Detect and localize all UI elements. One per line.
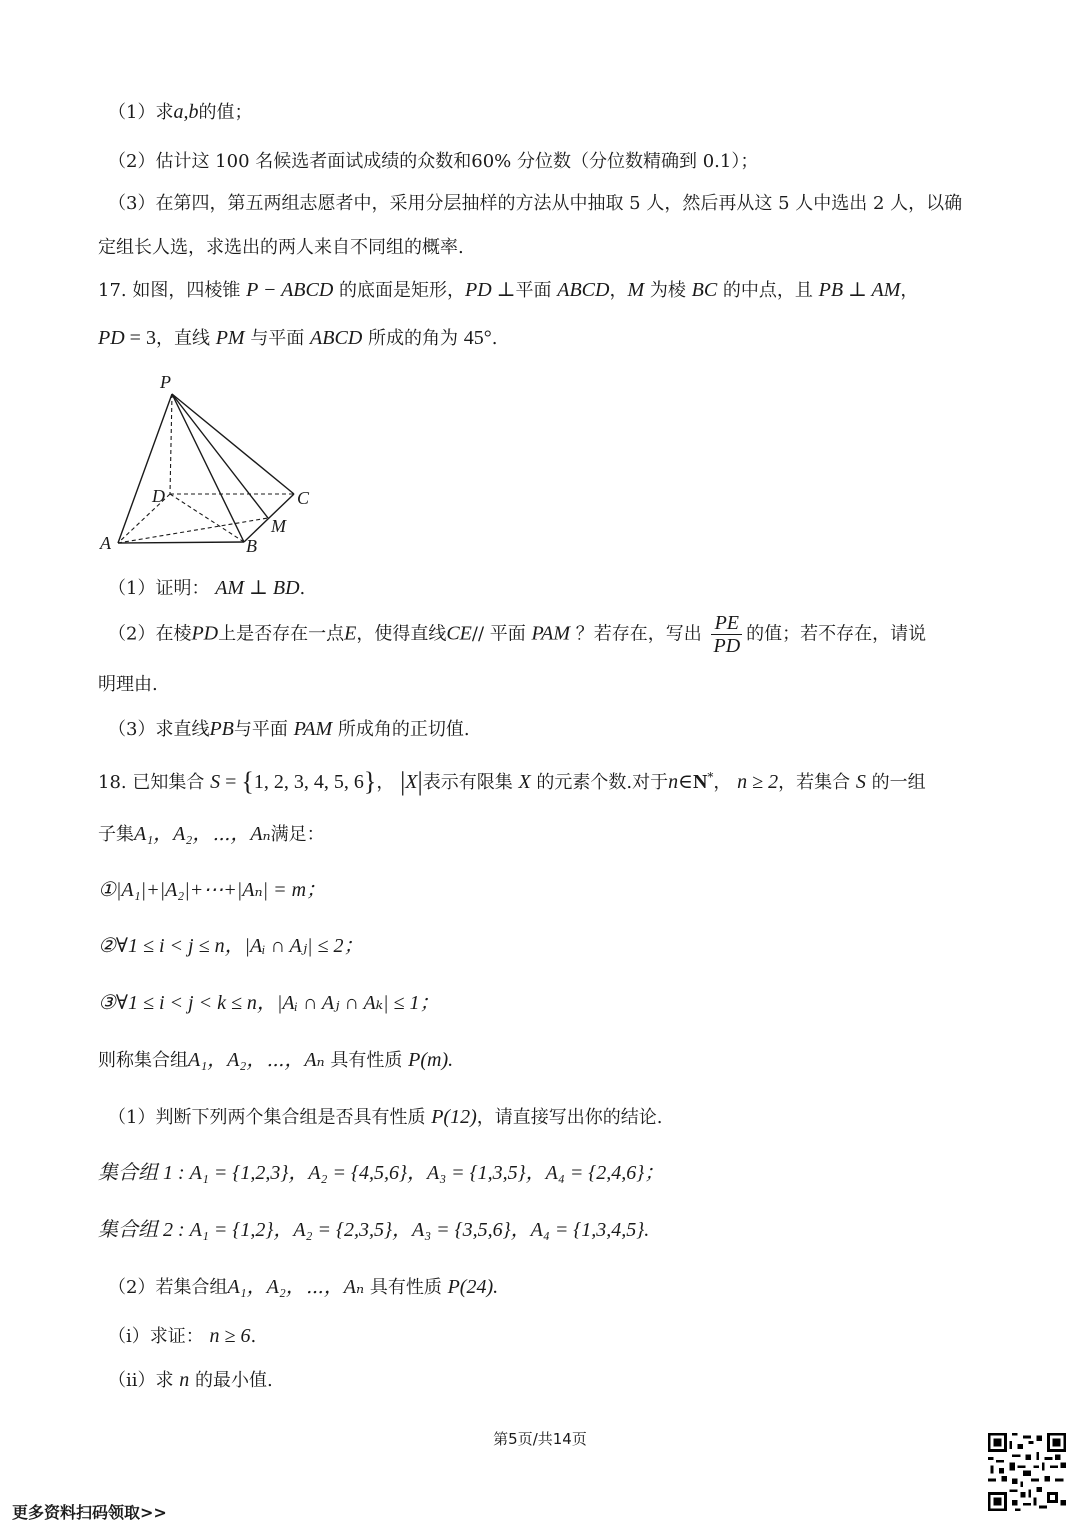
q18-text: ，: [713, 772, 732, 793]
q17-text: .: [299, 578, 306, 599]
q17-math: BC: [691, 279, 718, 301]
q17-angle: 45°: [463, 327, 492, 349]
edge-pb: [172, 394, 244, 542]
q17-text: 为棱: [649, 280, 686, 301]
fraction-denominator: PD: [713, 635, 741, 657]
q18-math: ②∀1 ≤ i < j ≤ n，|Aᵢ ∩ Aⱼ| ≤ 2；: [98, 935, 364, 957]
q18-math: X: [405, 771, 418, 793]
q17-text: （3）求直线: [108, 719, 210, 740]
q17-math: PD ⊥: [465, 279, 516, 301]
q17-math: E: [344, 622, 357, 645]
q17-text: （1）证明：: [108, 578, 210, 599]
q18-text: 具有性质: [330, 1050, 403, 1071]
label-c: C: [297, 488, 310, 508]
q18-condition-2: [98, 934, 364, 959]
q17-text: .: [491, 328, 498, 349]
q18-definition: [98, 1048, 453, 1073]
label-b: B: [246, 536, 257, 556]
q18-part2-i: [108, 1324, 256, 1349]
q18-math: A₁，A₂，⋯，Aₙ: [134, 823, 271, 845]
q17-math: M: [627, 279, 645, 301]
q17-text: // 平面: [471, 623, 526, 645]
q18-math: 集合组 2 : A₁ = {1,2}，A₂ = {2,3,5}，A₃ = {3,5,6}，A₄ = {1,3,4,5}.: [98, 1219, 650, 1241]
q17-math: = 3: [124, 327, 156, 349]
q17-math: PB: [209, 718, 234, 740]
edge-pa: [118, 394, 172, 543]
abs-bar: |: [400, 767, 406, 796]
q17-text: 的中点，且: [722, 280, 813, 301]
q18-math: P(12): [431, 1106, 477, 1128]
q17-part2-line2: 明理由.: [98, 674, 158, 695]
q17-text: 与平面: [250, 328, 305, 349]
brace-right: }: [363, 767, 377, 796]
q18-math: ①|A₁|+|A₂|+⋯+|Aₙ| = m；: [98, 879, 327, 901]
q17-text: ？若存在，写出: [575, 623, 702, 645]
q18-text: 则称集合组: [98, 1050, 188, 1071]
q18-text: 的一组: [871, 772, 926, 793]
q17-math: PAM: [531, 622, 571, 645]
q17-math: PD: [98, 327, 125, 349]
q16-part1: [108, 100, 252, 125]
q18-condition-3: [98, 991, 439, 1016]
page-number: 第5页/共14页: [493, 1430, 587, 1448]
abs-bar: |: [417, 767, 423, 796]
q17-math: PAM: [293, 718, 333, 740]
q18-text: （i）求证：: [108, 1326, 204, 1347]
q17-part3: [108, 717, 470, 742]
more-resources-link[interactable]: 更多资料扫码领取>>: [12, 1503, 167, 1522]
q17-part2: [108, 612, 926, 657]
q17-text: 平面: [515, 280, 552, 301]
q18-math: *: [707, 770, 714, 784]
q18-text: （ii）求: [108, 1370, 174, 1391]
q17-math: ABCD: [310, 327, 363, 349]
q18-text: 具有性质: [369, 1277, 442, 1298]
pyramid-figure: [96, 372, 326, 557]
q18-math: N: [692, 771, 708, 793]
q18-math: X: [518, 771, 531, 793]
q18-text: ，请直接写出你的结论.: [476, 1107, 663, 1128]
fraction-pe-pd: [711, 612, 742, 657]
q18-text: ，: [376, 772, 395, 793]
q17-math: CE: [446, 622, 472, 645]
q18-math: ③∀1 ≤ i < j < k ≤ n，|Aᵢ ∩ Aⱼ ∩ Aₖ| ≤ 1；: [98, 992, 440, 1014]
q17-text: 所成角的正切值.: [337, 719, 470, 740]
q18-math: S: [855, 771, 866, 793]
label-p: P: [160, 372, 171, 392]
q18-math: 集合组 1 : A₁ = {1,2,3}，A₂ = {4,5,6}，A₃ = {1,3,5}，A₄ = {2,4,6}；: [98, 1162, 665, 1184]
q17-math: PM: [215, 327, 245, 349]
q18-text: 18. 已知集合: [98, 772, 205, 793]
q18-text: 表示有限集: [422, 772, 513, 793]
q18-set: 1, 2, 3, 4, 5, 6: [253, 771, 364, 793]
edge-pd-hidden: [170, 394, 172, 494]
q17-text: 的值；若不存在，请说: [746, 623, 927, 645]
q17-text: 的底面是矩形，: [339, 280, 466, 301]
q18-math: n∈: [668, 771, 693, 793]
q18-group-2: [98, 1218, 649, 1243]
fraction-numerator: PE: [711, 612, 742, 635]
edge-bc: [244, 494, 294, 542]
q18-math: P(m).: [408, 1049, 454, 1071]
edge-pc: [172, 394, 294, 494]
q18-text: ，若集合: [778, 772, 851, 793]
q17-intro-line2: [98, 326, 497, 351]
q17-math: PB ⊥ AM: [818, 279, 901, 301]
q18-text: 子集: [98, 824, 134, 845]
q18-text: 满足：: [270, 824, 325, 845]
q17-intro-line1: [98, 278, 918, 303]
q18-group-1: [98, 1161, 664, 1186]
q16-part3-line2: 定组长人选，求选出的两人来自不同组的概率.: [98, 237, 464, 258]
q18-text: .: [250, 1326, 257, 1347]
q18-part2: [108, 1275, 498, 1300]
q17-math: PD: [191, 622, 219, 645]
q17-text: ，直线: [155, 328, 210, 349]
q18-line2: [98, 822, 325, 847]
q18-text: 的元素个数.对于: [536, 772, 669, 793]
label-d: D: [152, 486, 165, 506]
q18-part1: [108, 1105, 662, 1130]
edge-ab: [118, 542, 244, 543]
q18-text: （1）判断下列两个集合组是否具有性质: [108, 1107, 426, 1128]
q18-text: 的最小值.: [194, 1370, 273, 1391]
q18-math: A₁，A₂，⋯，Aₙ: [188, 1049, 325, 1071]
q16-part1-lead: （1）求: [108, 102, 174, 123]
q17-text: （2）在棱: [108, 623, 192, 645]
label-a: A: [100, 533, 111, 553]
q17-text: 17. 如图，四棱锥: [98, 280, 241, 301]
brace-left: {: [241, 767, 254, 796]
q18-part2-ii: [108, 1368, 273, 1393]
q18-text: （2）若集合组: [108, 1277, 228, 1298]
q16-part1-tail: 的值；: [198, 102, 253, 123]
q17-text: ，: [900, 280, 919, 301]
q17-part1: [108, 576, 305, 601]
q18-line1: [98, 765, 926, 795]
q17-text: 与平面: [233, 719, 288, 740]
q17-text: ，使得直线: [356, 623, 447, 645]
q17-text: 上是否存在一点: [218, 623, 345, 645]
edge-pm: [172, 394, 268, 518]
q17-math: ABCD: [557, 279, 610, 301]
q18-math: A₁，A₂，⋯，Aₙ: [227, 1276, 365, 1298]
q16-part3-line1: （3）在第四，第五两组志愿者中，采用分层抽样的方法从中抽取 5 人，然后再从这 5 人中选出 2 人，以确: [108, 193, 963, 214]
q18-condition-1: [98, 878, 326, 903]
qr-code-icon[interactable]: [988, 1433, 1066, 1511]
q16-part1-vars: a,b: [173, 101, 199, 123]
q18-math: S: [210, 771, 221, 793]
label-m: M: [271, 516, 286, 536]
q17-text: 所成的角为: [368, 328, 458, 349]
q17-math: AM ⊥ BD: [215, 577, 300, 599]
q17-text: ，: [609, 280, 628, 301]
q18-math: P(24).: [447, 1276, 499, 1298]
q17-math: P − ABCD: [246, 279, 334, 301]
q16-part2: （2）估计这 100 名候选者面试成绩的众数和60% 分位数（分位数精确到 0.1）；: [108, 151, 759, 172]
q18-math: n: [179, 1369, 190, 1391]
q18-math: =: [220, 771, 242, 793]
q18-math: n ≥ 2: [737, 771, 779, 793]
q18-math: n ≥ 6: [209, 1325, 251, 1347]
